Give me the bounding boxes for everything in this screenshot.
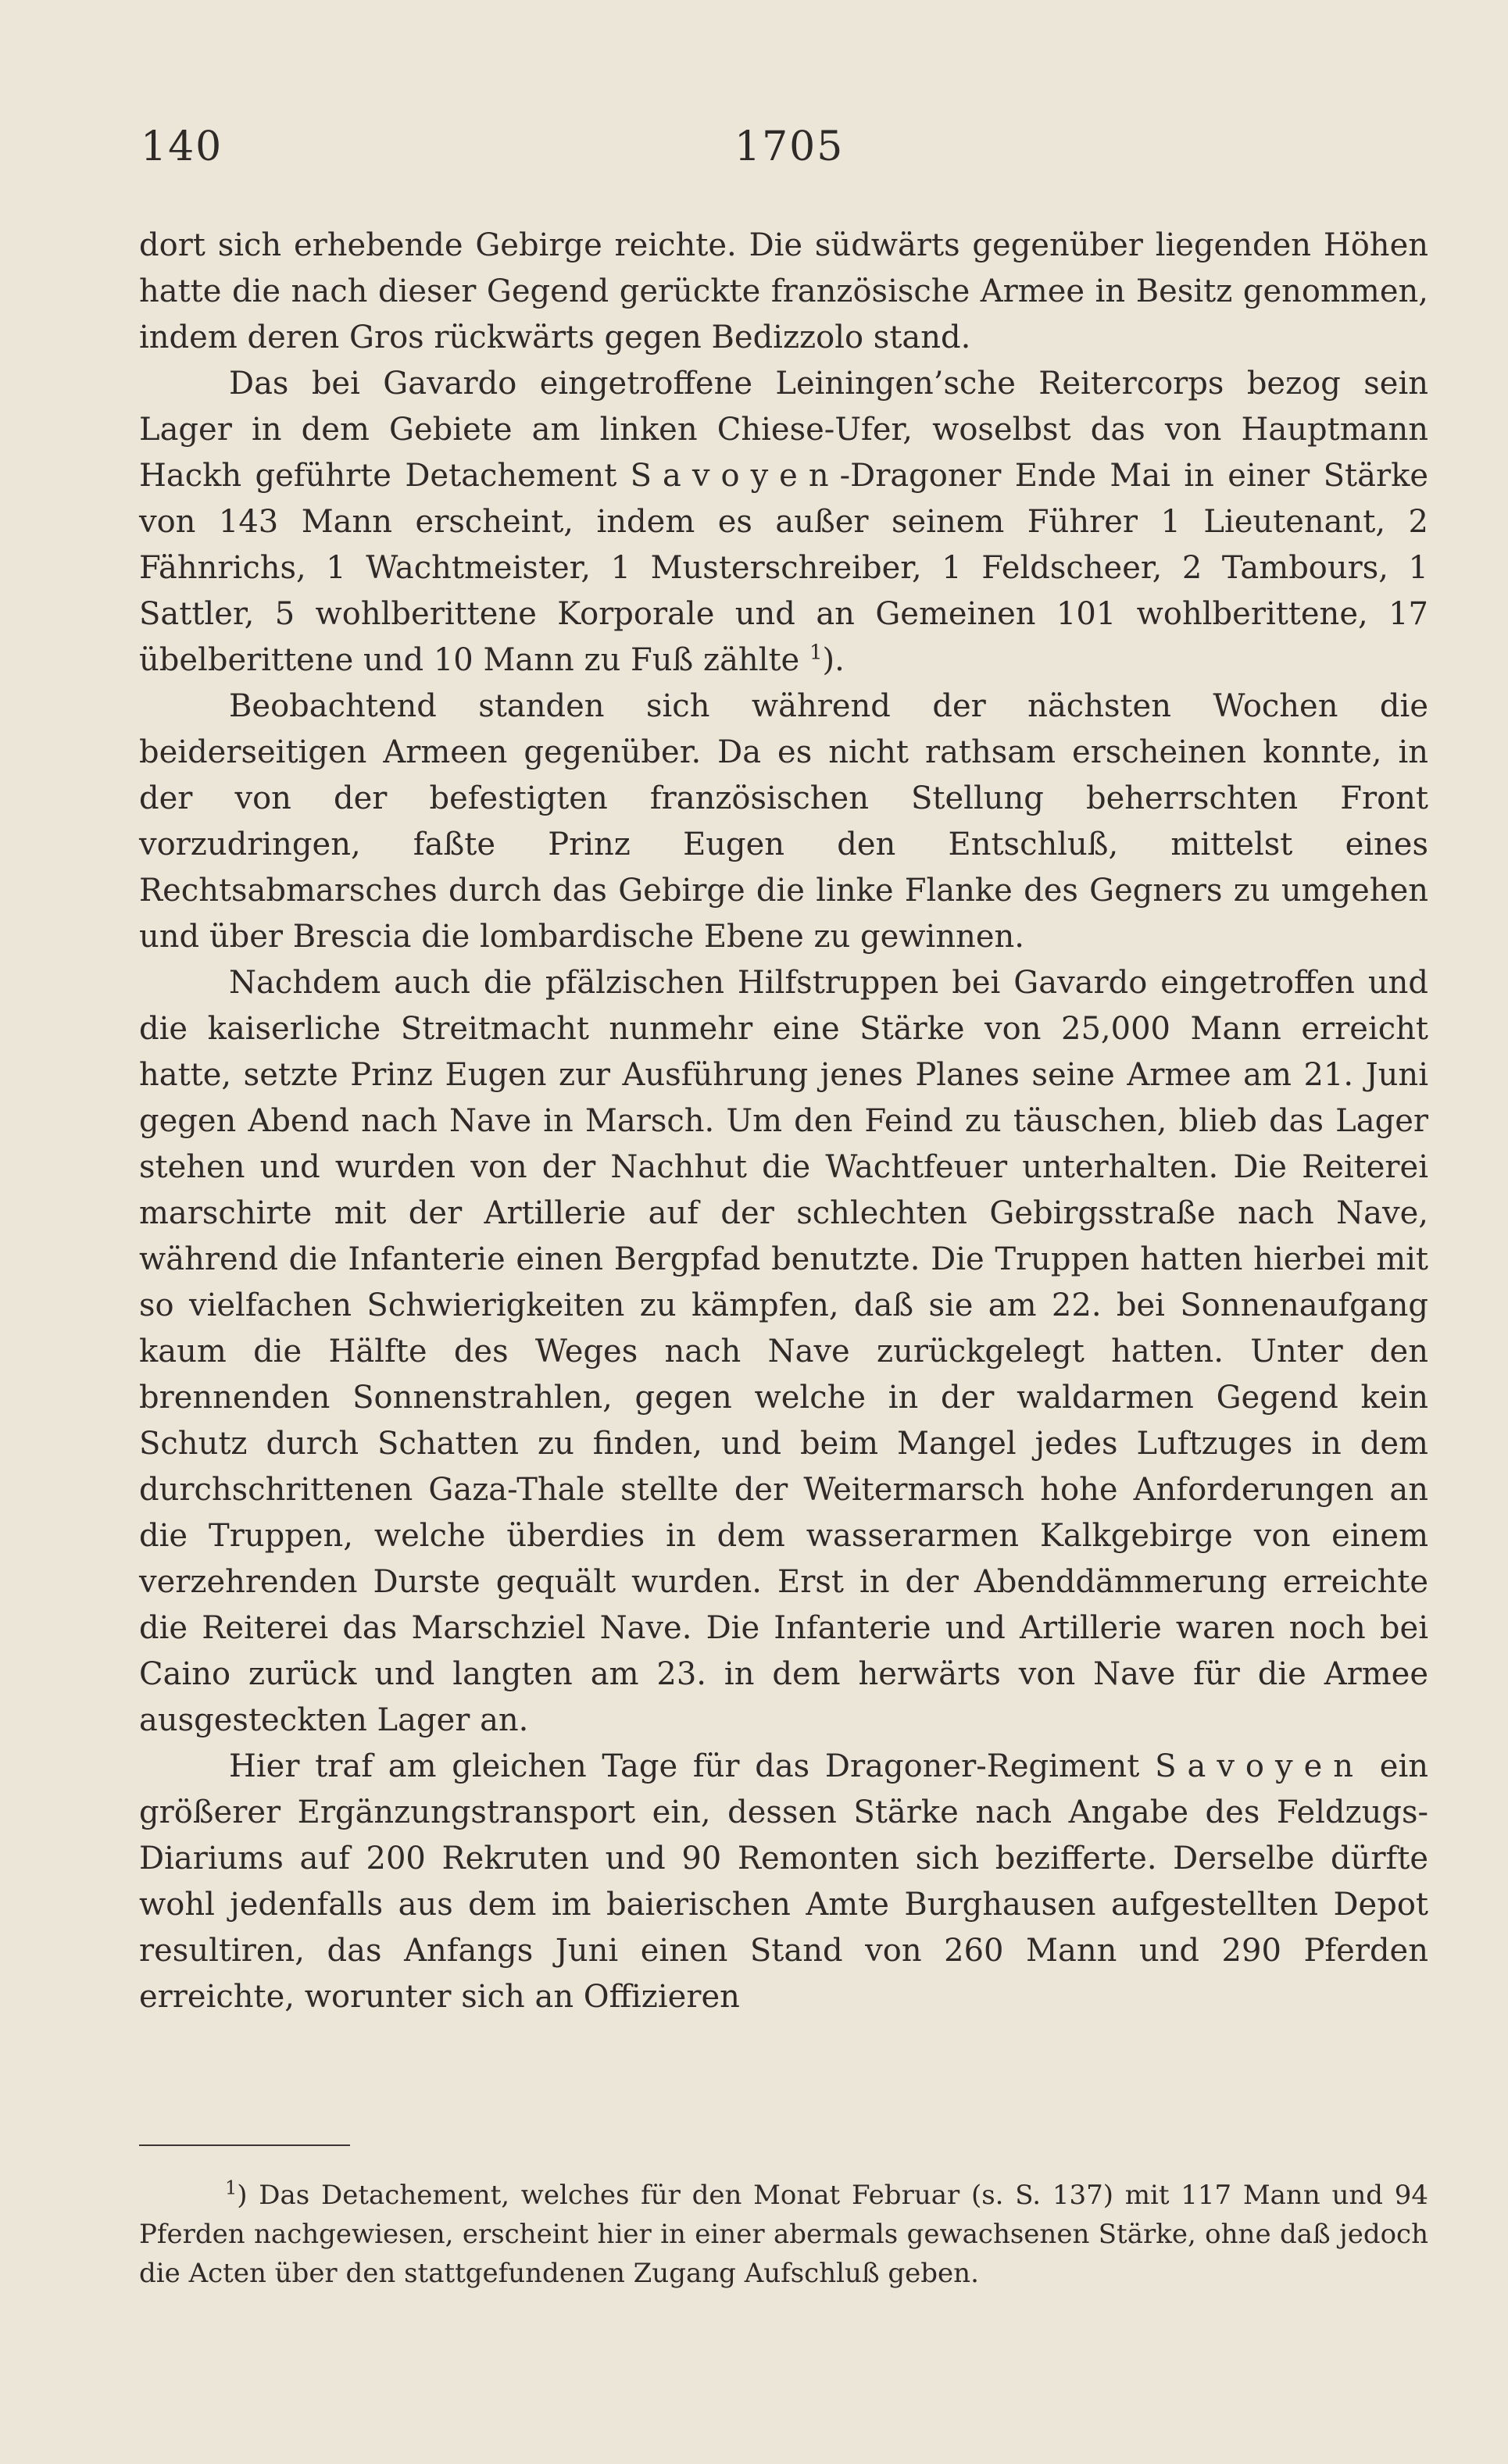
paragraph-5 <box>139 1744 1428 2020</box>
paragraph-5-part-b: ein größerer Ergänzungstransport ein, dessen Stärke nach Angabe des Feldzugs-Diariums auf 200 Rekruten und 90 Remonten sich bezifferte. Derselbe dürfte wohl jedenfalls aus dem im baierischen Amte Burghausen aufgestellten Depot resultiren, das Anfangs Juni einen Stand von 260 Mann und 290 Pferden erreichte, worunter sich an Offizieren <box>139 1748 1428 2015</box>
paragraph-2-part-a: Das bei Gavardo eingetroffene Leiningen’sche Reitercorps bezog sein Lager in dem Gebiete am linken Chiese-Ufer, woselbst das von Hauptmann Hackh geführte Detachement <box>139 366 1428 494</box>
page-header <box>141 123 1422 186</box>
running-head-year: 1705 <box>734 123 845 170</box>
paragraph-2-part-b: -Dragoner Ende Mai in einer Stärke von 143 Mann erscheint, indem es außer seinem Führer 1 Lieutenant, 2 Fähnrichs, 1 Wachtmeister, 1 Musterschreiber, 1 Feldscheer, 2 Tambours, 1 Sattler, 5 wohlberittene Korporale und an Gemeinen 101 wohlberittene, 17 übelberittene und 10 Mann zu Fuß zählte <box>139 458 1429 678</box>
paragraph-2-part-c: ). <box>822 642 845 678</box>
paragraph-4: Nachdem auch die pfälzischen Hilfstruppen bei Gavardo eingetroffen und die kaiserliche Streitmacht nunmehr eine Stärke von 25,000 Mann erreicht hatte, setzte Prinz Eugen zur Ausführung jenes Planes seine Armee am 21. Juni gegen Abend nach Nave in Marsch. Um den Feind zu täuschen, blieb das Lager stehen und wurden von der Nachhut die Wachtfeuer unterhalten. Die Reiterei marschirte mit der Artillerie auf der schlechten Gebirgsstraße nach Nave, während die Infanterie einen Bergpfad benutzte. Die Truppen hatten hierbei mit so vielfachen Schwierigkeiten zu kämpfen, daß sie am 22. bei Sonnenaufgang kaum die Hälfte des Weges nach Nave zurückgelegt hatten. Unter den brennenden Sonnenstrahlen, gegen welche in der waldarmen Gegend kein Schutz durch Schatten zu finden, und beim Mangel jedes Luftzuges in dem durchschrittenen Gaza-Thale stellte der Weitermarsch hohe Anforderungen an die Truppen, welche überdies in dem wasserarmen Kalkgebirge von einem verzehrenden Durste gequält wurden. Erst in der Abenddämmerung erreichte die Reiterei das Marschziel Nave. Die Infanterie und Artillerie waren noch bei Caino zurück und langten am 23. in dem herwärts von Nave für die Armee ausgesteckten Lager an. <box>139 965 1428 1738</box>
footnote-divider <box>139 2144 350 2146</box>
footnote <box>139 2176 1428 2293</box>
paragraph-2 <box>139 361 1428 684</box>
paragraph-5-part-a: Hier traf am gleichen Tage für das Dragoner-Regiment <box>229 1748 1140 1784</box>
regiment-name-savoyen: Savoyen <box>630 458 840 494</box>
page-number: 140 <box>141 123 223 170</box>
main-text <box>139 223 1428 2020</box>
paragraph-1: dort sich erhebende Gebirge reichte. Die südwärts gegenüber liegenden Höhen hatte die nach dieser Gegend gerückte französische Armee in Besitz genommen, indem deren Gros rückwärts gegen Bedizzolo stand. <box>139 227 1428 355</box>
footnote-marker: 1 <box>225 2177 238 2199</box>
footnote-reference: 1 <box>809 641 823 665</box>
footnote-text: ) Das Detachement, welches für den Monat Februar (s. S. 137) mit 117 Mann und 94 Pferden nachgewiesen, erscheint hier in einer abermals gewachsenen Stärke, ohne daß jedoch die Acten über den stattgefundenen Zugang Aufschluß geben. <box>139 2180 1428 2289</box>
regiment-name-savoyen-2: Savoyen <box>1155 1748 1365 1784</box>
paragraph-3: Beobachtend standen sich während der nächsten Wochen die beiderseitigen Armeen gegenüber. Da es nicht rathsam erscheinen konnte, in der von der befestigten französischen Stellung beherrschten Front vorzudringen, faßte Prinz Eugen den Entschluß, mittelst eines Rechtsabmarsches durch das Gebirge die linke Flanke des Gegners zu umgehen und über Brescia die lombardische Ebene zu gewinnen. <box>139 688 1428 955</box>
